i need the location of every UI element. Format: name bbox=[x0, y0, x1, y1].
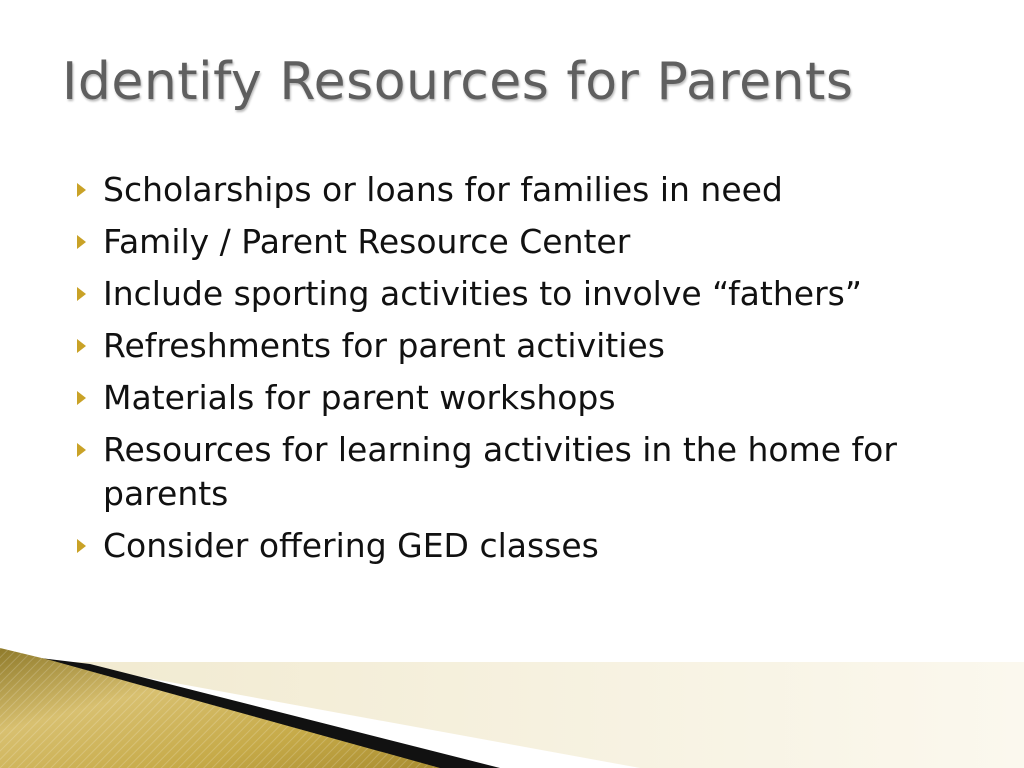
triangle-right-icon bbox=[76, 524, 103, 554]
bullet-text: Scholarships or loans for families in need bbox=[103, 170, 783, 209]
list-item bbox=[76, 376, 966, 420]
bullet-text: Refreshments for parent activities bbox=[103, 326, 665, 365]
slide-title: Identify Resources for Parents bbox=[62, 52, 854, 112]
triangle-right-icon bbox=[76, 168, 103, 198]
triangle-right-icon bbox=[76, 428, 103, 458]
list-item bbox=[76, 220, 966, 264]
decorative-gold-stripe bbox=[0, 640, 1024, 768]
triangle-right-icon bbox=[76, 272, 103, 302]
list-item bbox=[76, 428, 966, 516]
triangle-right-icon bbox=[76, 324, 103, 354]
triangle-right-icon bbox=[76, 220, 103, 250]
list-item bbox=[76, 168, 966, 212]
bullet-text: Family / Parent Resource Center bbox=[103, 222, 631, 261]
bullet-list bbox=[76, 168, 966, 576]
list-item bbox=[76, 324, 966, 368]
bullet-text: Include sporting activities to involve “fathers” bbox=[103, 274, 862, 313]
bullet-text: Materials for parent workshops bbox=[103, 378, 616, 417]
bullet-text: Resources for learning activities in the home for parents bbox=[103, 430, 897, 513]
bullet-text: Consider offering GED classes bbox=[103, 526, 599, 565]
list-item bbox=[76, 524, 966, 568]
triangle-right-icon bbox=[76, 376, 103, 406]
list-item bbox=[76, 272, 966, 316]
